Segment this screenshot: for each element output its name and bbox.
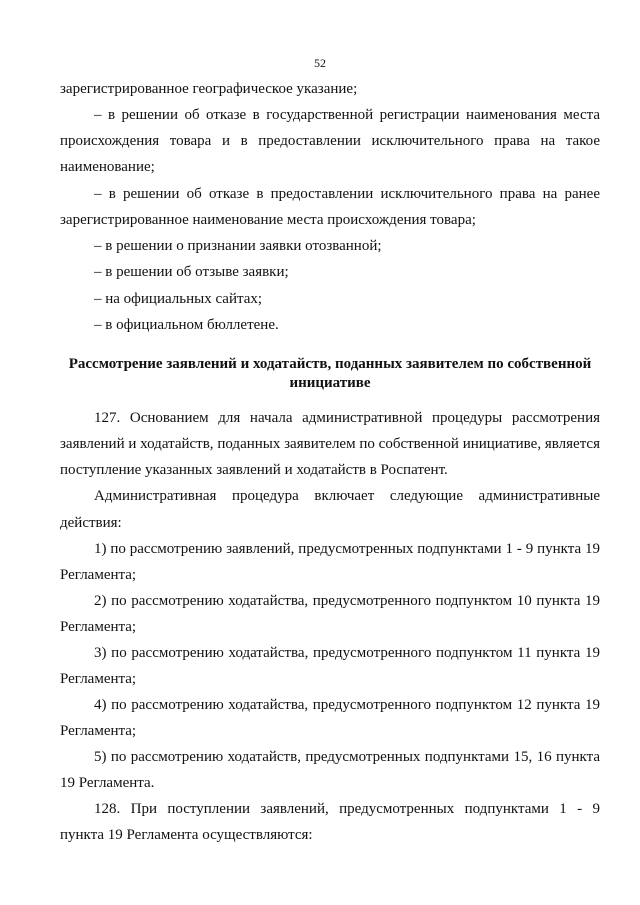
list-item-line: 4) по рассмотрению ходатайства, предусмотренного подпунктом 12 пункта 19 xyxy=(94,697,600,713)
text-line: зарегистрированное географическое указание; xyxy=(60,81,358,97)
text-line: происхождения товара и в предоставлении исключительного права на такое xyxy=(60,133,600,149)
list-item-line: – в решении об отказе в предоставлении исключительного права на ранее xyxy=(94,186,600,202)
paragraph-line: заявлений и ходатайств, поданных заявителем по собственной инициативе, является xyxy=(60,436,600,452)
page-number: 52 xyxy=(314,56,326,70)
list-item-line: Регламента; xyxy=(60,619,137,635)
list-item-line: – в официальном бюллетене. xyxy=(94,317,279,333)
section-heading-line: Рассмотрение заявлений и ходатайств, поданных заявителем по собственной xyxy=(68,356,592,372)
list-item-line: Регламента; xyxy=(60,723,137,739)
paragraph-line: Административная процедура включает следующие административные xyxy=(94,488,600,504)
list-item-line: 5) по рассмотрению ходатайств, предусмотренных подпунктами 15, 16 пункта xyxy=(94,749,600,765)
text-line: наименование; xyxy=(60,159,155,175)
list-item-line: 19 Регламента. xyxy=(60,775,155,791)
paragraph-line: поступление указанных заявлений и ходатайств в Роспатент. xyxy=(60,462,448,478)
list-item-line: 3) по рассмотрению ходатайства, предусмотренного подпунктом 11 пункта 19 xyxy=(94,645,600,661)
list-item-line: Регламента; xyxy=(60,671,137,687)
list-item-line: Регламента; xyxy=(60,567,137,583)
list-item-line: – в решении об отзыве заявки; xyxy=(94,264,289,280)
paragraph-line: 127. Основанием для начала административной процедуры рассмотрения xyxy=(94,410,600,426)
list-item-line: 1) по рассмотрению заявлений, предусмотренных подпунктами 1 - 9 пункта 19 xyxy=(94,541,600,557)
section-heading xyxy=(60,355,600,393)
paragraph-line: действия: xyxy=(60,515,122,531)
list-item-line: – в решении об отказе в государственной регистрации наименования места xyxy=(94,107,600,123)
list-item-line: – в решении о признании заявки отозванной; xyxy=(94,238,382,254)
paragraph-line: пункта 19 Регламента осуществляются: xyxy=(60,827,313,843)
text-line: зарегистрированное наименование места происхождения товара; xyxy=(60,212,476,228)
paragraph-line: 128. При поступлении заявлений, предусмотренных подпунктами 1 - 9 xyxy=(94,801,600,817)
section-heading-line: инициативе xyxy=(289,375,371,391)
list-item-line: 2) по рассмотрению ходатайства, предусмотренного подпунктом 10 пункта 19 xyxy=(94,593,600,609)
list-item-line: – на официальных сайтах; xyxy=(94,291,263,307)
